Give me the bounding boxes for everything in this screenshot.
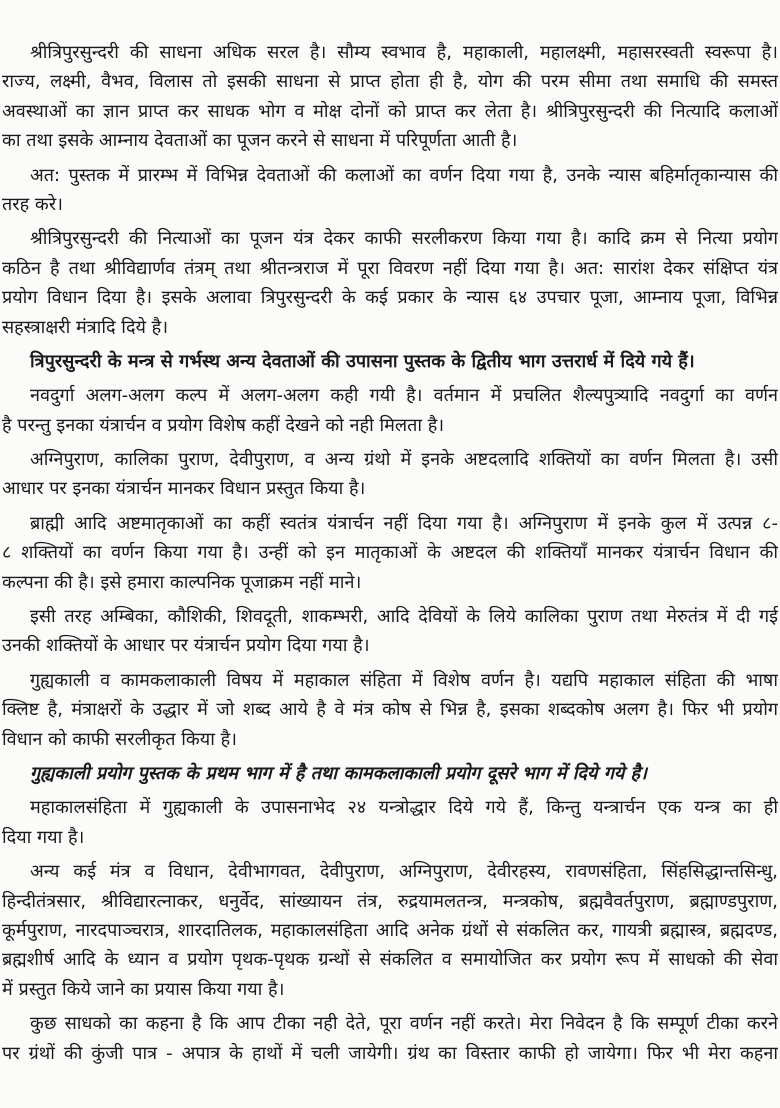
- text-line: कल्पना की है। इसे हमारा काल्पनिक पूजाक्रम नहीं माने।: [2, 571, 362, 593]
- text-line: अवस्थाओं का ज्ञान प्राप्त कर साधक भोग व मोक्ष दोनों को प्राप्त कर लेता है। श्रीत्रिपुरसुन्दरी की नित्यादि कलाओं: [2, 100, 778, 122]
- paragraph: [2, 161, 778, 220]
- text-line: गुह्यकाली व कामकलाकाली विषय में महाकाल संहिता में विशेष वर्णन है। यद्यपि महाकाल संहिता की भाषा: [30, 669, 778, 691]
- text-line: तरह करे।: [2, 193, 63, 215]
- paragraph: [2, 602, 778, 661]
- text-line: राज्य, लक्ष्मी, वैभव, विलास तो इसकी साधना से प्राप्त होता ही है, योग की परम सीमा तथा समाधि की समस्त: [2, 71, 778, 93]
- text-line: श्रीत्रिपुरसुन्दरी की नित्याओं का पूजन यंत्र देकर काफी सरलीकरण किया गया है। कादि क्रम से नित्या प्रयोग: [30, 228, 778, 250]
- document-page: [2, 38, 778, 1073]
- text-line: है परन्तु इनका यंत्रार्चन व प्रयोग विशेष कहीं देखने को नही मिलता है।: [2, 414, 445, 436]
- text-line: अत: पुस्तक में प्रारम्भ में विभिन्न देवताओं की कलाओं का वर्णन दिया गया है, उनके न्यास बहिर्मातृकान्यास की: [30, 164, 778, 186]
- emphasized-paragraph: [2, 759, 778, 788]
- paragraph: [2, 509, 778, 597]
- text-line: क्लिष्ट है, मंत्राक्षरों के उद्धार में जो शब्द आये है वे मंत्र कोष से भिन्न है, इसका शब्दकोष अलग है। फिर भी प्रयोग: [2, 699, 778, 721]
- text-line: ब्राह्मी आदि अष्टमातृकाओं का कहीं स्वतंत्र यंत्रार्चन नहीं दिया गया है। अग्निपुराण में इनके कुल में उत्पन्न ८-: [30, 512, 778, 534]
- emphasized-paragraph: [2, 347, 778, 376]
- text-line: कूर्मपुराण, नारदपाञ्चरात्र, शारदातिलक, महाकालसंहिता आदि अनेक ग्रंथों से संकलित कर, गायत्री ब्रह्मास्त्र, ब्रह्मदण्ड,: [2, 919, 778, 941]
- text-line: प्रयोग विधान दिया है। इसके अलावा त्रिपुरसुन्दरी के कई प्रकार के न्यास ६४ उपचार पूजा, आम्नाय पूजा, विभिन्न: [2, 287, 778, 309]
- text-line: पर ग्रंथों की कुंजी पात्र - अपात्र के हाथों में चली जायेगी। ग्रंथ का विस्तार काफी हो जायेगा। फिर भी मेरा कहना: [2, 1042, 778, 1064]
- text-line: गुह्यकाली प्रयोग पुस्तक के प्रथम भाग में है तथा कामकलाकाली प्रयोग दूसरे भाग में दिये गये है।: [30, 762, 647, 784]
- text-line: कुछ साधको का कहना है कि आप टीका नही देते, पूरा वर्णन नहीं करते। मेरा निवेदन है कि सम्पूर्ण टीका करने: [30, 1013, 778, 1035]
- text-line: ब्रह्मशीर्ष आदि के ध्यान व प्रयोग पृथक-पृथक ग्रन्थों से संकलित व समायोजित कर प्रयोग रूप में साधको की सेवा: [2, 949, 778, 971]
- paragraph: [2, 857, 778, 1004]
- text-line: कठिन है तथा श्रीविद्यार्णव तंत्रम् तथा श्रीतन्त्रराज में पूरा विवरण नहीं दिया गया है। अत: सारांश देकर संक्षिप्त यंत्र: [2, 257, 778, 279]
- text-line: में प्रस्तुत किये जाने का प्रयास किया गया है।: [2, 978, 285, 1000]
- text-line: श्रीत्रिपुरसुन्दरी की साधना अधिक सरल है। सौम्य स्वभाव है, महाकाली, महालक्ष्मी, महासरस्वती स्वरूपा है।: [30, 42, 778, 63]
- paragraph: [2, 666, 778, 754]
- text-line: महाकालसंहिता में गुह्यकाली के उपासनाभेद २४ यन्त्रोद्धार दिये गये हैं, किन्तु यन्त्रार्चन एक यन्त्र का ही: [30, 797, 778, 819]
- text-line: आधार पर इनका यंत्रार्चन मानकर विधान प्रस्तुत किया है।: [2, 478, 366, 500]
- text-line: दिया गया है।: [2, 826, 85, 848]
- paragraph: [2, 1009, 778, 1068]
- paragraph: [2, 381, 778, 440]
- text-line: ८ शक्तियों का वर्णन किया गया है। उन्हीं को इन मातृकाओं के अष्टदल की शक्तियाँ मानकर यंत्रार्चन विधान की: [2, 542, 778, 564]
- text-line: उनकी शक्तियों के आधार पर यंत्रार्चन प्रयोग दिया गया है।: [2, 635, 370, 657]
- text-line: इसी तरह अम्बिका, कौशिकी, शिवदूती, शाकम्भरी, आदि देवियों के लिये कालिका पुराण तथा मेरुतंत्र में दी गई: [30, 606, 778, 628]
- text-line: नवदुर्गा अलग-अलग कल्प में अलग-अलग कही गयी है। वर्तमान में प्रचलित शैल्यपुत्र्यादि नवदुर्गा का वर्णन: [30, 385, 778, 407]
- paragraph: [2, 793, 778, 852]
- text-line: विधान को काफी सरलीकृत किया है।: [2, 728, 237, 750]
- paragraph: [2, 224, 778, 342]
- text-line: अग्निपुराण, कालिका पुराण, देवीपुराण, व अन्य ग्रंथो में इनके अष्टदलादि शक्तियों का वर्णन मिलता है। उसी: [30, 449, 778, 471]
- paragraph: [2, 38, 778, 156]
- text-line: सहस्त्राक्षरी मंत्रादि दिये है।: [2, 316, 169, 338]
- text-line: का तथा इसके आम्नाय देवताओं का पूजन करने से साधना में परिपूर्णता आती है।: [2, 130, 518, 152]
- paragraph: [2, 445, 778, 504]
- text-line: हिन्दीतंत्रसार, श्रीविद्यारत्नाकर, धनुर्वेद, सांख्यायन तंत्र, रुद्रयामलतन्त्र, मन्त्रकोष, ब्रह्मवैवर्तपुराण, ब्रह्माण्डपुराण,: [2, 890, 778, 912]
- text-line: त्रिपुरसुन्दरी के मन्त्र से गर्भस्थ अन्य देवताओं की उपासना पुस्तक के द्वितीय भाग उत्तरार्ध में दिये गये हैं।: [30, 350, 695, 372]
- text-line: अन्य कई मंत्र व विधान, देवीभागवत, देवीपुराण, अग्निपुराण, देवीरहस्य, रावणसंहिता, सिंहसिद्धान्तसिन्धु,: [30, 861, 778, 883]
